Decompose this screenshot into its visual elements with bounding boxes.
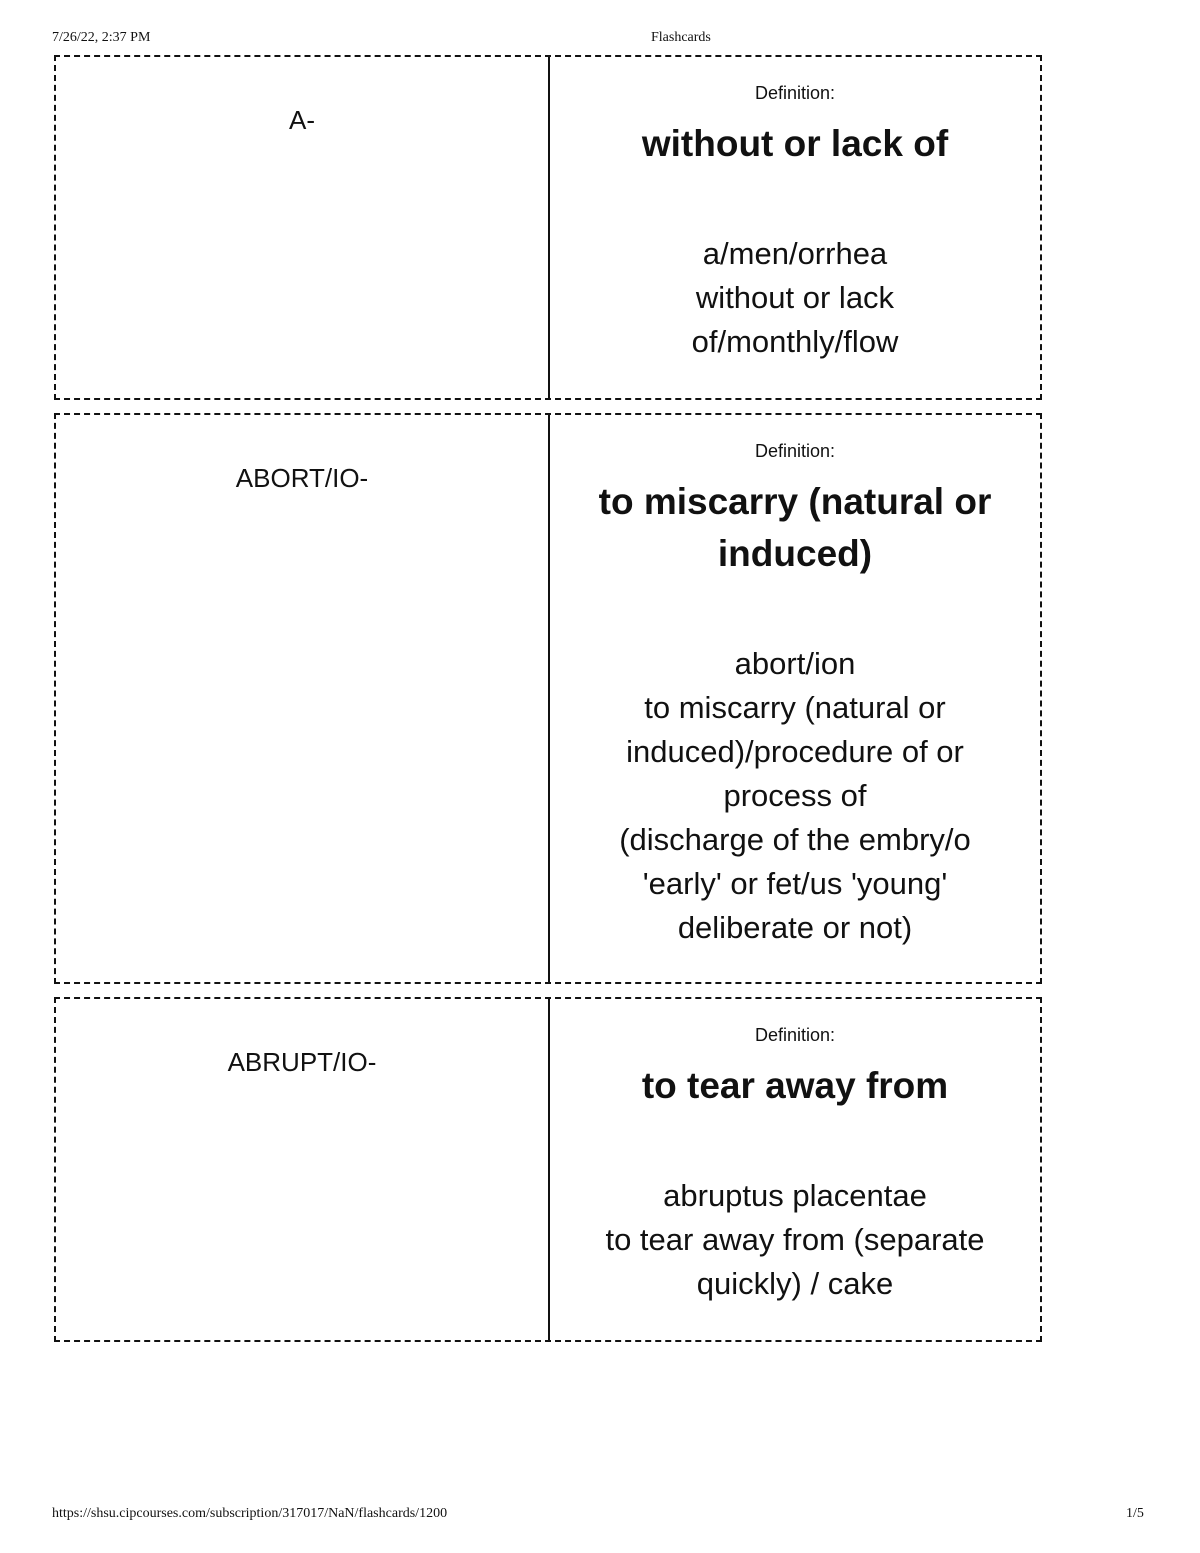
definition-text: to tear away from bbox=[641, 1065, 949, 1106]
example-line: abruptus placentae bbox=[663, 1178, 927, 1213]
example-line: process of bbox=[723, 778, 867, 813]
flashcard bbox=[54, 413, 1042, 984]
card-term-side bbox=[56, 415, 550, 982]
print-url: https://shsu.cipcourses.com/subscription/317017/NaN/flashcards/1200 bbox=[52, 1506, 448, 1521]
definition-text bbox=[572, 476, 1018, 580]
definition-label: Definition: bbox=[754, 441, 836, 461]
example-line: a/men/orrhea bbox=[702, 236, 888, 271]
definition-line: induced) bbox=[717, 533, 873, 574]
card-term-side bbox=[56, 999, 550, 1340]
example-line: abort/ion bbox=[734, 646, 856, 681]
example-line: induced)/procedure of or bbox=[626, 734, 964, 769]
example-line: deliberate or not) bbox=[677, 910, 913, 945]
card-term-side bbox=[56, 57, 550, 398]
example-line: (discharge of the embry/o bbox=[619, 822, 971, 857]
example-line: 'early' or fet/us 'young' bbox=[642, 866, 948, 901]
example-text bbox=[572, 642, 1018, 950]
example-line: of/monthly/flow bbox=[691, 324, 899, 359]
card-definition-side bbox=[550, 999, 1040, 1340]
example-line: to miscarry (natural or bbox=[644, 690, 946, 725]
example-text bbox=[572, 232, 1018, 364]
print-datetime: 7/26/22, 2:37 PM bbox=[52, 30, 151, 45]
card-definition-side bbox=[550, 57, 1040, 398]
definition-line: to miscarry (natural or bbox=[598, 481, 992, 522]
flashcard bbox=[54, 55, 1042, 400]
card-term: ABORT/IO- bbox=[235, 463, 369, 493]
card-term: A- bbox=[289, 105, 315, 135]
definition-text: without or lack of bbox=[641, 123, 949, 164]
print-page-number: 1/5 bbox=[1126, 1506, 1144, 1521]
definition-label: Definition: bbox=[754, 83, 836, 103]
card-term: ABRUPT/IO- bbox=[227, 1047, 377, 1077]
definition-label: Definition: bbox=[754, 1025, 836, 1045]
example-line: to tear away from (separate bbox=[605, 1222, 985, 1257]
example-line: quickly) / cake bbox=[696, 1266, 894, 1301]
print-title: Flashcards bbox=[651, 30, 711, 45]
card-definition-side bbox=[550, 415, 1040, 982]
example-text bbox=[572, 1174, 1018, 1306]
example-line: without or lack bbox=[695, 280, 895, 315]
flashcard bbox=[54, 997, 1042, 1342]
